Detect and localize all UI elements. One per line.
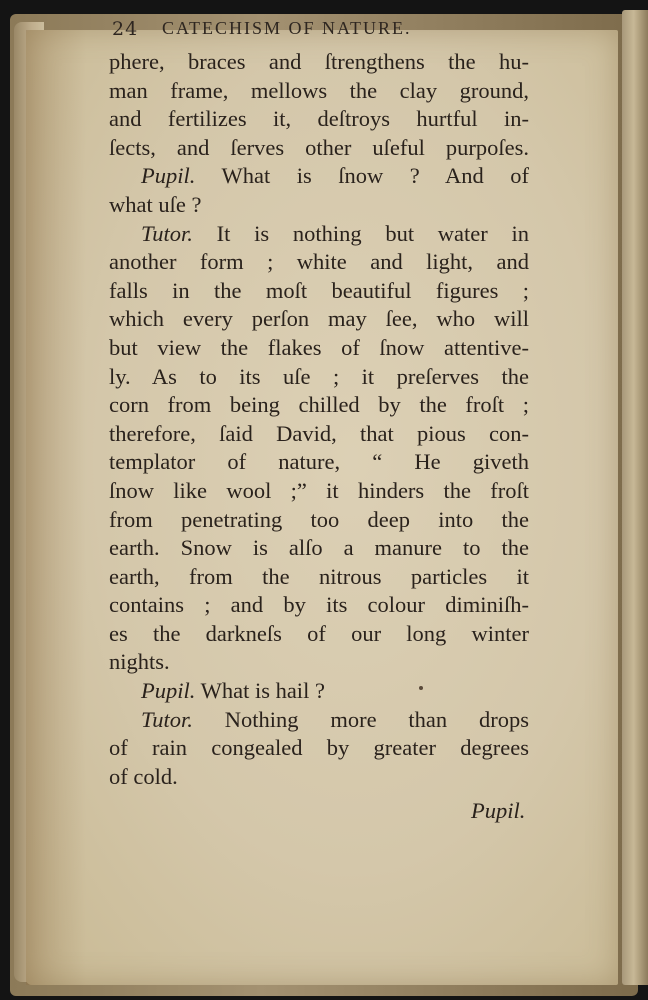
ink-speck bbox=[419, 686, 423, 690]
dialogue-line bbox=[109, 220, 529, 249]
speaker-label: Pupil. bbox=[141, 678, 196, 704]
page-header bbox=[112, 18, 492, 46]
text-line: earth, from the nitrous particles it bbox=[109, 563, 529, 589]
page-number: 24 bbox=[112, 18, 139, 40]
dialogue-line bbox=[109, 162, 529, 191]
text-line: ſects, and ſerves other uſeful purpoſes. bbox=[109, 134, 529, 160]
text-line: contains ; and by its colour diminiſh- bbox=[109, 592, 529, 618]
dialogue-text: What is ſnow ? And of bbox=[221, 163, 530, 189]
text-line: of cold. bbox=[109, 763, 178, 789]
running-head: CATECHISM OF NATURE. bbox=[162, 18, 412, 38]
dialogue-line bbox=[109, 677, 529, 706]
speaker-label: Tutor. bbox=[141, 706, 193, 732]
text-line: which every perſon may ſee, who will bbox=[109, 306, 529, 332]
text-line: and fertilizes it, deſtroys hurtful in- bbox=[109, 106, 529, 132]
text-line: corn from being chilled by the froſt ; bbox=[109, 392, 529, 418]
dialogue-text: What is hail ? bbox=[200, 678, 325, 704]
dialogue-text: Nothing more than drops bbox=[224, 706, 530, 732]
text-line: earth. Snow is alſo a manure to the bbox=[109, 535, 529, 561]
text-line: of rain congealed by greater degrees bbox=[109, 735, 529, 761]
text-line: ſnow like wool ;” it hinders the froſt bbox=[109, 477, 529, 503]
text-line: es the darkneſs of our long winter bbox=[109, 620, 529, 646]
text-line: but view the flakes of ſnow attentive- bbox=[109, 334, 529, 360]
speaker-label: Pupil. bbox=[141, 163, 196, 189]
text-line: falls in the moſt beautiful figures ; bbox=[109, 277, 529, 303]
text-line: man frame, mellows the clay ground, bbox=[109, 77, 529, 103]
text-line: therefore, ſaid David, that pious con- bbox=[109, 420, 529, 446]
text-line: another form ; white and light, and bbox=[109, 249, 529, 275]
text-line: what uſe ? bbox=[109, 191, 202, 217]
text-line: phere, braces and ſtrengthens the hu- bbox=[109, 49, 529, 74]
text-line: from penetrating too deep into the bbox=[109, 506, 529, 532]
speaker-label: Tutor. bbox=[141, 220, 193, 246]
text-line: nights. bbox=[109, 649, 170, 675]
text-line: templator of nature, “ He giveth bbox=[109, 449, 529, 475]
text-line: ly. As to its uſe ; it preſerves the bbox=[109, 363, 529, 389]
dialogue-text: It is nothing but water in bbox=[216, 220, 529, 246]
book-spine bbox=[622, 10, 648, 985]
dialogue-line bbox=[109, 706, 529, 735]
page-text bbox=[109, 48, 529, 791]
catchword: Pupil. bbox=[471, 798, 526, 823]
